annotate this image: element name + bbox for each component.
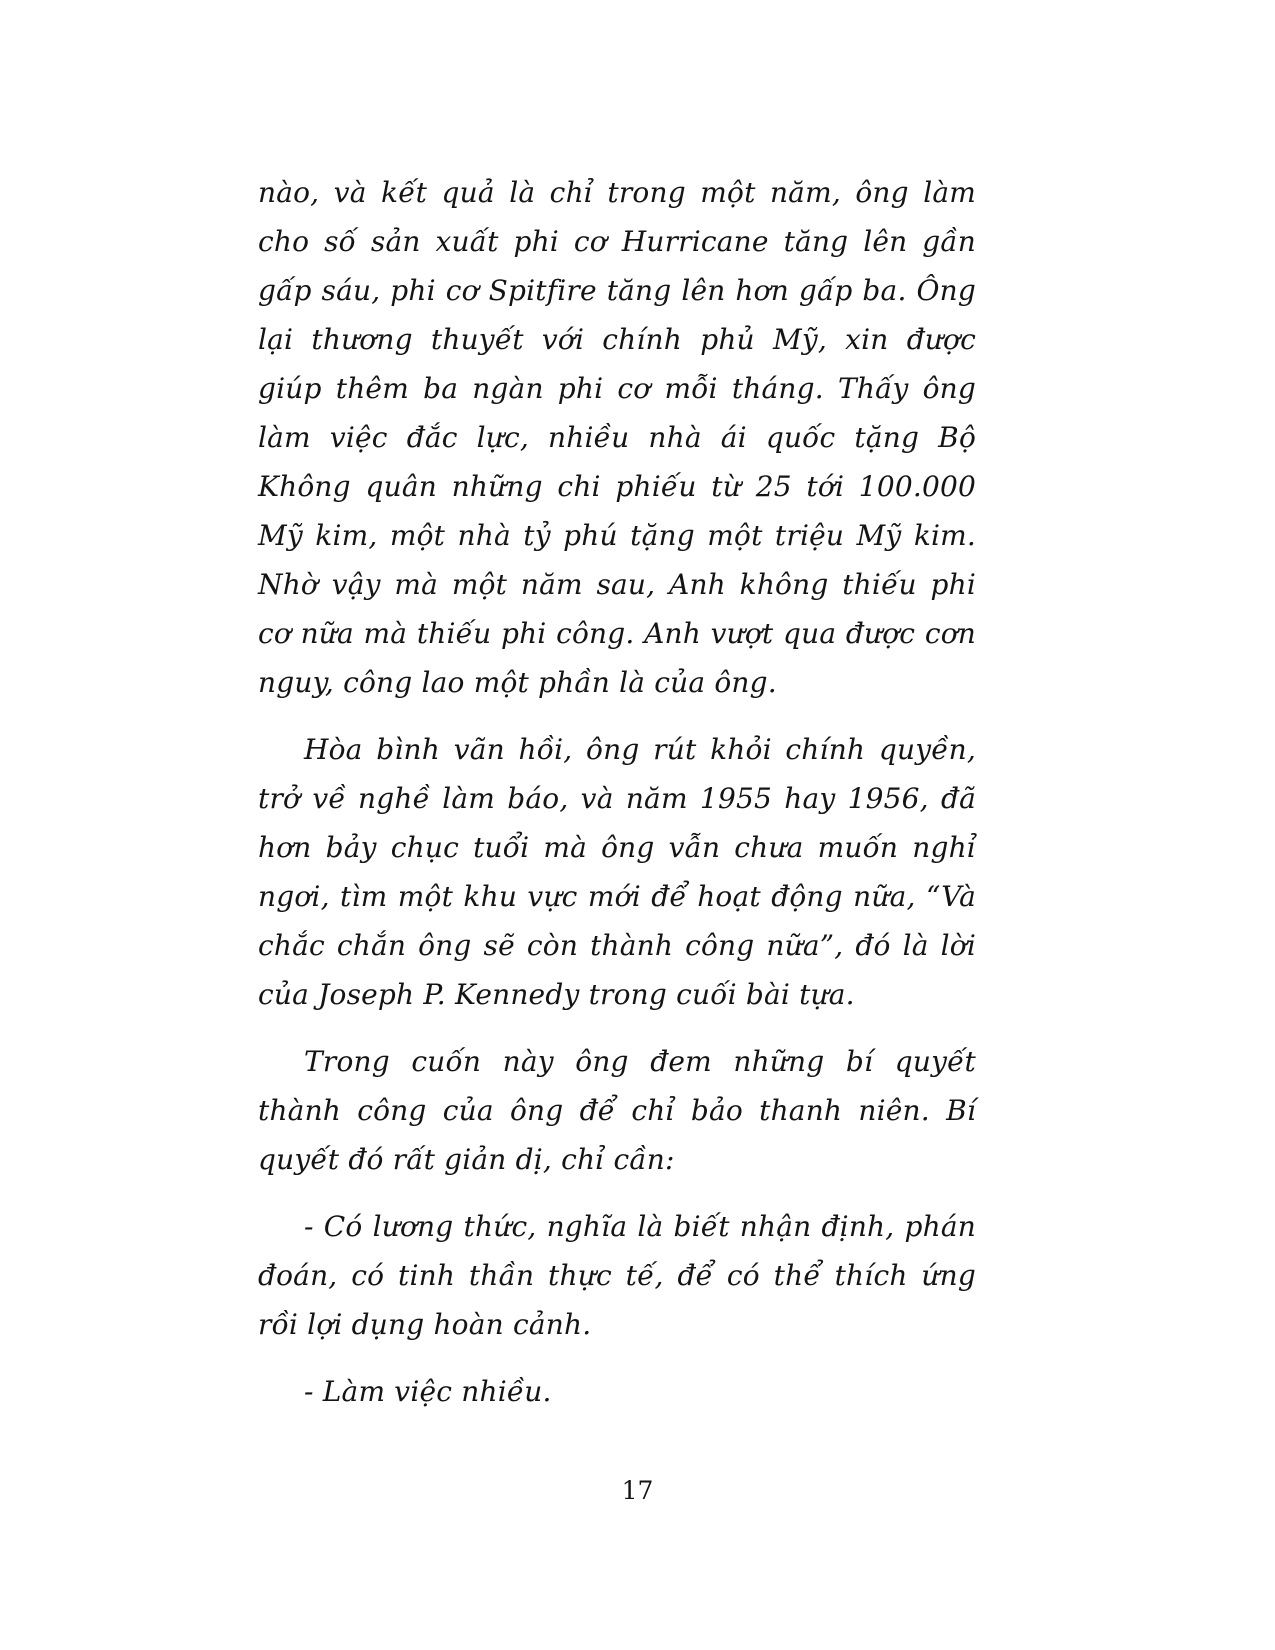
paragraph: Trong cuốn này ông đem những bí quyết thành công của ông để chỉ bảo thanh niên. Bí quyết đó rất giản dị, chỉ cần: — [258, 1045, 976, 1176]
paragraph: Hòa bình vãn hồi, ông rút khỏi chính quyền, trở về nghề làm báo, và năm 1955 hay 1956, đã hơn bảy chục tuổi mà ông vẫn chưa muốn nghỉ ngơi, tìm một khu vực mới để hoạt động nữa, “Và chắc chắn ông sẽ còn thành công nữa”, đó là lời của Joseph P. Kennedy trong cuối bài tựa. — [258, 733, 976, 1011]
paragraph-continuation: nào, và kết quả là chỉ trong một năm, ông làm cho số sản xuất phi cơ Hurricane tăng lên gần gấp sáu, phi cơ Spitfire tăng lên hơn gấp ba. Ông lại thương thuyết với chính phủ Mỹ, xin được giúp thêm ba ngàn phi cơ mỗi tháng. Thấy ông làm việc đắc lực, nhiều nhà ái quốc tặng Bộ Không quân những chi phiếu từ 25 tới 100.000 Mỹ kim, một nhà tỷ phú tặng một triệu Mỹ kim. Nhờ vậy mà một năm sau, Anh không thiếu phi cơ nữa mà thiếu phi công. Anh vượt qua được cơn nguy, công lao một phần là của ông. — [258, 176, 976, 699]
page-number: 17 — [621, 1476, 654, 1505]
body-text — [258, 168, 976, 1434]
paragraph-list-item: - Làm việc nhiều. — [304, 1375, 552, 1408]
paragraph-list-item: - Có lương thức, nghĩa là biết nhận định, phán đoán, có tinh thần thực tế, để có thể thích ứng rồi lợi dụng hoàn cảnh. — [258, 1210, 976, 1341]
